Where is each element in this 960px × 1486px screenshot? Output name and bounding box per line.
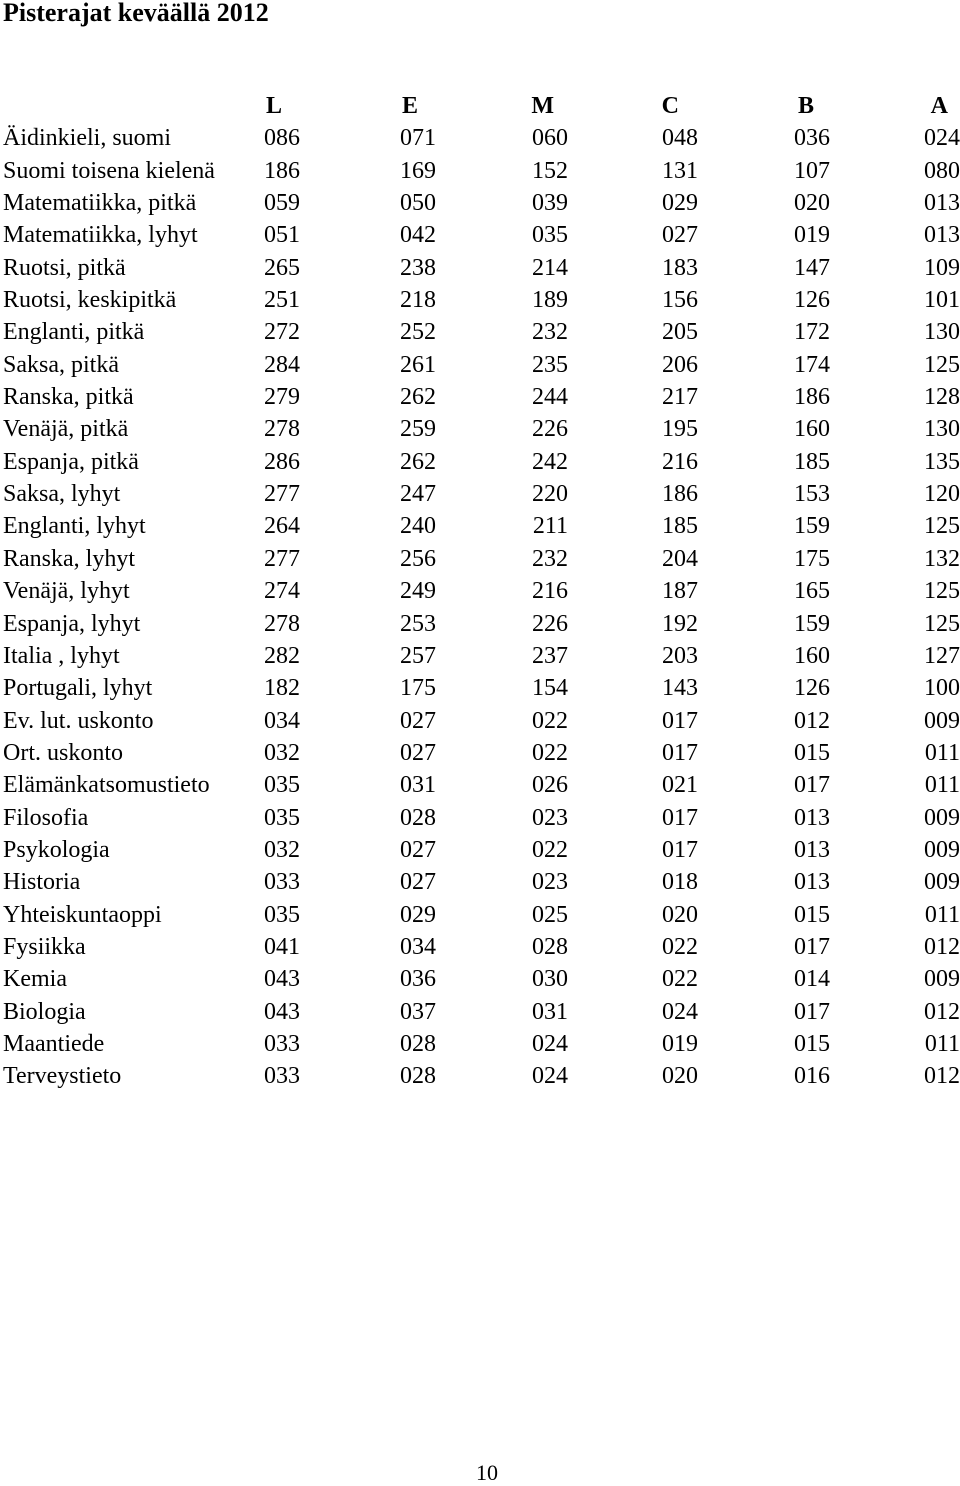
subject-name: Kemia	[3, 966, 67, 993]
table-row	[0, 1028, 960, 1060]
score-cell: 278	[264, 416, 300, 443]
score-limits-table	[0, 90, 960, 1093]
score-cell: 130	[924, 319, 960, 346]
score-cell: 186	[662, 481, 698, 508]
table-row	[0, 252, 960, 284]
score-cell: 009	[924, 966, 960, 993]
score-cell: 274	[264, 578, 300, 605]
score-cell: 125	[924, 610, 960, 637]
score-cell: 187	[662, 578, 698, 605]
subject-name: Filosofia	[3, 804, 89, 831]
score-cell: 028	[400, 804, 436, 831]
score-cell: 242	[532, 448, 568, 475]
score-cell: 244	[532, 384, 568, 411]
subject-name: Suomi toisena kielenä	[3, 157, 215, 184]
score-cell: 172	[794, 319, 830, 346]
score-cell: 013	[794, 804, 830, 831]
score-cell: 277	[264, 545, 300, 572]
score-cell: 206	[662, 351, 698, 378]
score-cell: 013	[924, 190, 960, 217]
table-row	[0, 705, 960, 737]
score-cell: 154	[532, 675, 568, 702]
score-cell: 017	[794, 933, 830, 960]
table-row	[0, 769, 960, 801]
score-cell: 019	[794, 222, 830, 249]
table-row	[0, 931, 960, 963]
score-cell: 120	[924, 481, 960, 508]
subject-name: Elämänkatsomustieto	[3, 772, 210, 799]
score-cell: 238	[400, 254, 436, 281]
score-cell: 175	[794, 545, 830, 572]
table-row	[0, 219, 960, 251]
score-cell: 011	[924, 1030, 960, 1057]
score-cell: 048	[662, 125, 698, 152]
score-cell: 160	[794, 416, 830, 443]
score-cell: 009	[924, 804, 960, 831]
score-cell: 042	[400, 222, 436, 249]
score-cell: 028	[400, 1030, 436, 1057]
score-cell: 015	[794, 901, 830, 928]
table-row	[0, 866, 960, 898]
score-cell: 189	[532, 287, 568, 314]
score-cell: 216	[532, 578, 568, 605]
score-cell: 214	[532, 254, 568, 281]
score-cell: 147	[794, 254, 830, 281]
column-header-c: C	[661, 93, 679, 119]
score-cell: 249	[400, 578, 436, 605]
score-cell: 032	[264, 836, 300, 863]
score-cell: 277	[264, 481, 300, 508]
subject-name: Saksa, pitkä	[3, 351, 119, 378]
score-cell: 218	[400, 287, 436, 314]
score-cell: 027	[400, 869, 436, 896]
score-cell: 220	[532, 481, 568, 508]
score-cell: 017	[662, 707, 698, 734]
score-cell: 135	[924, 448, 960, 475]
score-cell: 013	[794, 869, 830, 896]
subject-name: Ranska, lyhyt	[3, 545, 135, 572]
score-cell: 012	[924, 933, 960, 960]
table-row	[0, 349, 960, 381]
score-cell: 036	[400, 966, 436, 993]
score-cell: 023	[532, 804, 568, 831]
score-cell: 011	[924, 901, 960, 928]
score-cell: 185	[662, 513, 698, 540]
score-cell: 203	[662, 642, 698, 669]
score-cell: 125	[924, 578, 960, 605]
subject-name: Italia , lyhyt	[3, 642, 120, 669]
table-row	[0, 1060, 960, 1092]
subject-name: Ranska, pitkä	[3, 384, 134, 411]
score-cell: 159	[794, 513, 830, 540]
score-cell: 039	[532, 190, 568, 217]
score-cell: 024	[924, 125, 960, 152]
score-cell: 226	[532, 610, 568, 637]
subject-name: Ruotsi, keskipitkä	[3, 287, 177, 314]
score-cell: 017	[794, 998, 830, 1025]
score-cell: 031	[532, 998, 568, 1025]
subject-name: Maantiede	[3, 1030, 105, 1057]
score-cell: 126	[794, 675, 830, 702]
score-cell: 043	[264, 966, 300, 993]
score-cell: 132	[924, 545, 960, 572]
score-cell: 027	[662, 222, 698, 249]
score-cell: 011	[924, 772, 960, 799]
subject-name: Matematiikka, lyhyt	[3, 222, 198, 249]
table-row	[0, 963, 960, 995]
score-cell: 034	[400, 933, 436, 960]
score-cell: 022	[662, 933, 698, 960]
score-cell: 159	[794, 610, 830, 637]
subject-name: Englanti, lyhyt	[3, 513, 146, 540]
score-cell: 130	[924, 416, 960, 443]
score-cell: 027	[400, 836, 436, 863]
score-cell: 086	[264, 125, 300, 152]
score-cell: 022	[532, 836, 568, 863]
subject-name: Biologia	[3, 998, 86, 1025]
score-cell: 035	[264, 901, 300, 928]
score-cell: 028	[532, 933, 568, 960]
score-cell: 012	[794, 707, 830, 734]
score-cell: 024	[532, 1030, 568, 1057]
score-cell: 009	[924, 707, 960, 734]
score-cell: 020	[794, 190, 830, 217]
score-cell: 131	[662, 157, 698, 184]
table-row	[0, 316, 960, 348]
score-cell: 165	[794, 578, 830, 605]
score-cell: 226	[532, 416, 568, 443]
score-cell: 152	[532, 157, 568, 184]
score-cell: 160	[794, 642, 830, 669]
table-row	[0, 187, 960, 219]
score-cell: 143	[662, 675, 698, 702]
score-cell: 286	[264, 448, 300, 475]
score-cell: 015	[794, 1030, 830, 1057]
table-row	[0, 478, 960, 510]
score-cell: 204	[662, 545, 698, 572]
column-header-l: L	[266, 93, 283, 119]
subject-name: Portugali, lyhyt	[3, 675, 153, 702]
score-cell: 037	[400, 998, 436, 1025]
score-cell: 043	[264, 998, 300, 1025]
score-cell: 278	[264, 610, 300, 637]
column-header-b: B	[797, 93, 814, 119]
score-cell: 235	[532, 351, 568, 378]
table-row	[0, 899, 960, 931]
score-cell: 282	[264, 642, 300, 669]
table-row	[0, 155, 960, 187]
score-cell: 033	[264, 1030, 300, 1057]
score-cell: 126	[794, 287, 830, 314]
score-cell: 017	[794, 772, 830, 799]
score-cell: 023	[532, 869, 568, 896]
page-number: 10	[476, 1460, 498, 1485]
score-cell: 128	[924, 384, 960, 411]
score-cell: 071	[400, 125, 436, 152]
score-cell: 020	[662, 901, 698, 928]
score-cell: 035	[532, 222, 568, 249]
score-cell: 265	[264, 254, 300, 281]
table-row	[0, 737, 960, 769]
score-cell: 279	[264, 384, 300, 411]
subject-name: Saksa, lyhyt	[3, 481, 121, 508]
column-header-m: M	[531, 93, 554, 119]
score-cell: 009	[924, 836, 960, 863]
score-cell: 195	[662, 416, 698, 443]
subject-name: Ev. lut. uskonto	[3, 707, 154, 734]
table-row	[0, 122, 960, 154]
subject-name: Yhteiskuntaoppi	[3, 901, 162, 928]
score-cell: 022	[532, 707, 568, 734]
subject-name: Venäjä, pitkä	[3, 416, 129, 443]
score-cell: 031	[400, 772, 436, 799]
score-cell: 100	[924, 675, 960, 702]
score-cell: 211	[532, 513, 568, 540]
score-cell: 217	[662, 384, 698, 411]
subject-name: Historia	[3, 869, 81, 896]
score-cell: 009	[924, 869, 960, 896]
subject-name: Fysiikka	[3, 933, 86, 960]
score-cell: 020	[662, 1063, 698, 1090]
table-row	[0, 575, 960, 607]
score-cell: 232	[532, 545, 568, 572]
table-row	[0, 640, 960, 672]
score-cell: 030	[532, 966, 568, 993]
score-cell: 027	[400, 707, 436, 734]
score-cell: 080	[924, 157, 960, 184]
table-row	[0, 543, 960, 575]
table-row	[0, 510, 960, 542]
table-row	[0, 996, 960, 1028]
score-cell: 028	[400, 1063, 436, 1090]
score-cell: 264	[264, 513, 300, 540]
score-cell: 017	[662, 804, 698, 831]
table-row	[0, 381, 960, 413]
score-cell: 272	[264, 319, 300, 346]
score-cell: 035	[264, 772, 300, 799]
score-cell: 035	[264, 804, 300, 831]
score-cell: 016	[794, 1063, 830, 1090]
score-cell: 017	[662, 739, 698, 766]
score-cell: 012	[924, 998, 960, 1025]
score-cell: 012	[924, 1063, 960, 1090]
score-cell: 183	[662, 254, 698, 281]
score-cell: 029	[400, 901, 436, 928]
score-cell: 036	[794, 125, 830, 152]
score-cell: 059	[264, 190, 300, 217]
score-cell: 013	[794, 836, 830, 863]
table-row	[0, 413, 960, 445]
score-cell: 060	[532, 125, 568, 152]
subject-name: Espanja, pitkä	[3, 448, 139, 475]
table-body	[0, 122, 960, 1092]
score-cell: 024	[662, 998, 698, 1025]
score-cell: 051	[264, 222, 300, 249]
score-cell: 026	[532, 772, 568, 799]
score-cell: 021	[662, 772, 698, 799]
score-cell: 284	[264, 351, 300, 378]
score-cell: 256	[400, 545, 436, 572]
score-cell: 015	[794, 739, 830, 766]
subject-name: Ort. uskonto	[3, 739, 123, 766]
score-cell: 029	[662, 190, 698, 217]
score-cell: 192	[662, 610, 698, 637]
subject-name: Englanti, pitkä	[3, 319, 145, 346]
column-header-a: A	[930, 93, 948, 119]
score-cell: 014	[794, 966, 830, 993]
score-cell: 186	[264, 157, 300, 184]
table-header-row	[0, 90, 960, 122]
score-cell: 182	[264, 675, 300, 702]
score-cell: 107	[794, 157, 830, 184]
score-cell: 174	[794, 351, 830, 378]
score-cell: 041	[264, 933, 300, 960]
table-row	[0, 446, 960, 478]
score-cell: 024	[532, 1063, 568, 1090]
score-cell: 127	[924, 642, 960, 669]
score-cell: 019	[662, 1030, 698, 1057]
score-cell: 216	[662, 448, 698, 475]
score-cell: 109	[924, 254, 960, 281]
score-cell: 125	[924, 351, 960, 378]
score-cell: 257	[400, 642, 436, 669]
table-row	[0, 834, 960, 866]
subject-name: Ruotsi, pitkä	[3, 254, 126, 281]
score-cell: 018	[662, 869, 698, 896]
score-cell: 169	[400, 157, 436, 184]
score-cell: 022	[532, 739, 568, 766]
score-cell: 262	[400, 384, 436, 411]
column-header-e: E	[401, 93, 418, 119]
subject-name: Äidinkieli, suomi	[3, 125, 171, 152]
score-cell: 017	[662, 836, 698, 863]
score-cell: 032	[264, 739, 300, 766]
score-cell: 186	[794, 384, 830, 411]
page-title: Pisterajat keväällä 2012	[3, 0, 269, 27]
subject-name: Terveystieto	[3, 1063, 122, 1090]
score-cell: 050	[400, 190, 436, 217]
score-cell: 175	[400, 675, 436, 702]
score-cell: 205	[662, 319, 698, 346]
score-cell: 156	[662, 287, 698, 314]
table-row	[0, 608, 960, 640]
score-cell: 033	[264, 869, 300, 896]
score-cell: 013	[924, 222, 960, 249]
score-cell: 025	[532, 901, 568, 928]
score-cell: 027	[400, 739, 436, 766]
score-cell: 252	[400, 319, 436, 346]
score-cell: 253	[400, 610, 436, 637]
score-cell: 125	[924, 513, 960, 540]
subject-name: Venäjä, lyhyt	[3, 578, 130, 605]
score-cell: 262	[400, 448, 436, 475]
score-cell: 259	[400, 416, 436, 443]
score-cell: 101	[924, 287, 960, 314]
score-cell: 022	[662, 966, 698, 993]
table-row	[0, 672, 960, 704]
score-cell: 237	[532, 642, 568, 669]
subject-name: Espanja, lyhyt	[3, 610, 141, 637]
score-cell: 185	[794, 448, 830, 475]
score-cell: 247	[400, 481, 436, 508]
score-cell: 034	[264, 707, 300, 734]
table-row	[0, 284, 960, 316]
score-cell: 153	[794, 481, 830, 508]
score-cell: 251	[264, 287, 300, 314]
score-cell: 033	[264, 1063, 300, 1090]
subject-name: Matematiikka, pitkä	[3, 190, 197, 217]
score-cell: 232	[532, 319, 568, 346]
score-cell: 261	[400, 351, 436, 378]
score-cell: 240	[400, 513, 436, 540]
score-cell: 011	[924, 739, 960, 766]
table-row	[0, 802, 960, 834]
subject-name: Psykologia	[3, 836, 110, 863]
